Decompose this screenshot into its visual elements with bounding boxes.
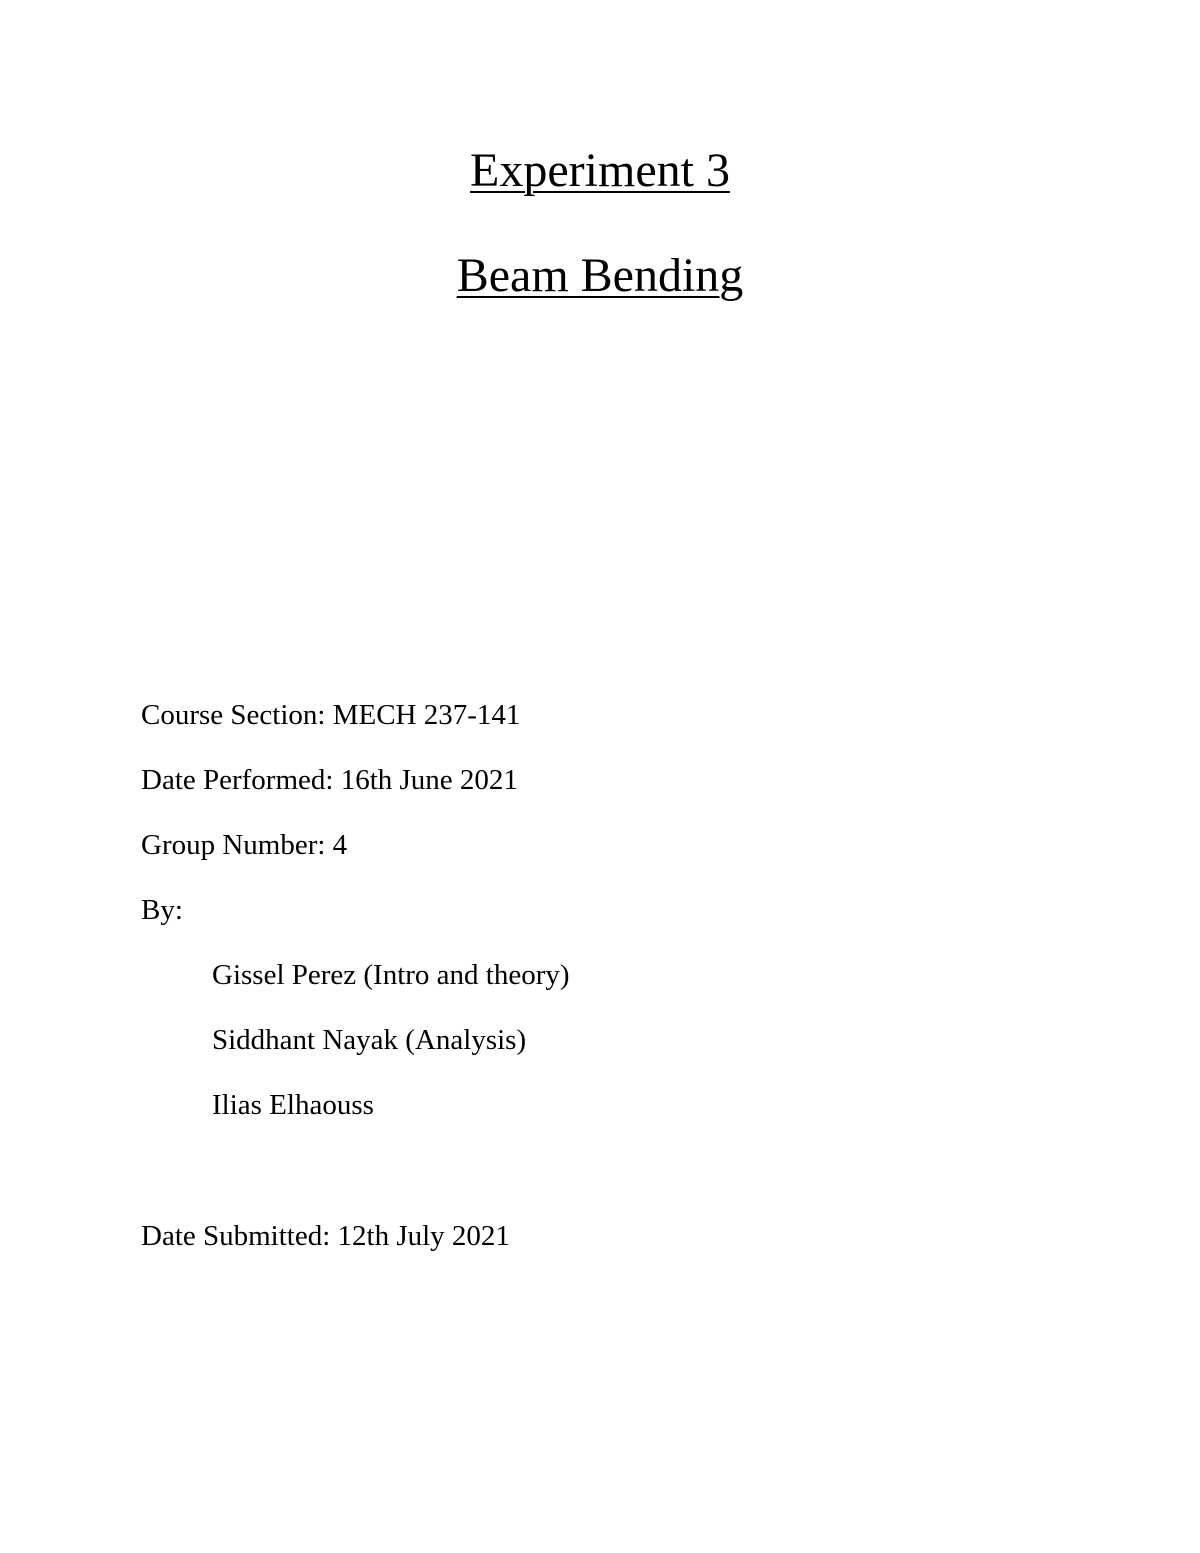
document-subtitle-text: Beam Bending (456, 249, 744, 302)
document-title-text: Experiment 3 (470, 144, 730, 197)
course-section-line: Course Section: MECH 237-141 (141, 699, 521, 731)
author-1: Gissel Perez (Intro and theory) (212, 959, 570, 991)
by-label: By: (141, 894, 183, 926)
author-2: Siddhant Nayak (Analysis) (212, 1024, 527, 1056)
date-performed-line: Date Performed: 16th June 2021 (141, 764, 518, 796)
author-3: Ilias Elhaouss (212, 1089, 374, 1121)
group-number-line: Group Number: 4 (141, 829, 348, 861)
document-subtitle (0, 248, 1200, 304)
date-submitted-line: Date Submitted: 12th July 2021 (141, 1220, 510, 1252)
document-title (0, 143, 1200, 199)
